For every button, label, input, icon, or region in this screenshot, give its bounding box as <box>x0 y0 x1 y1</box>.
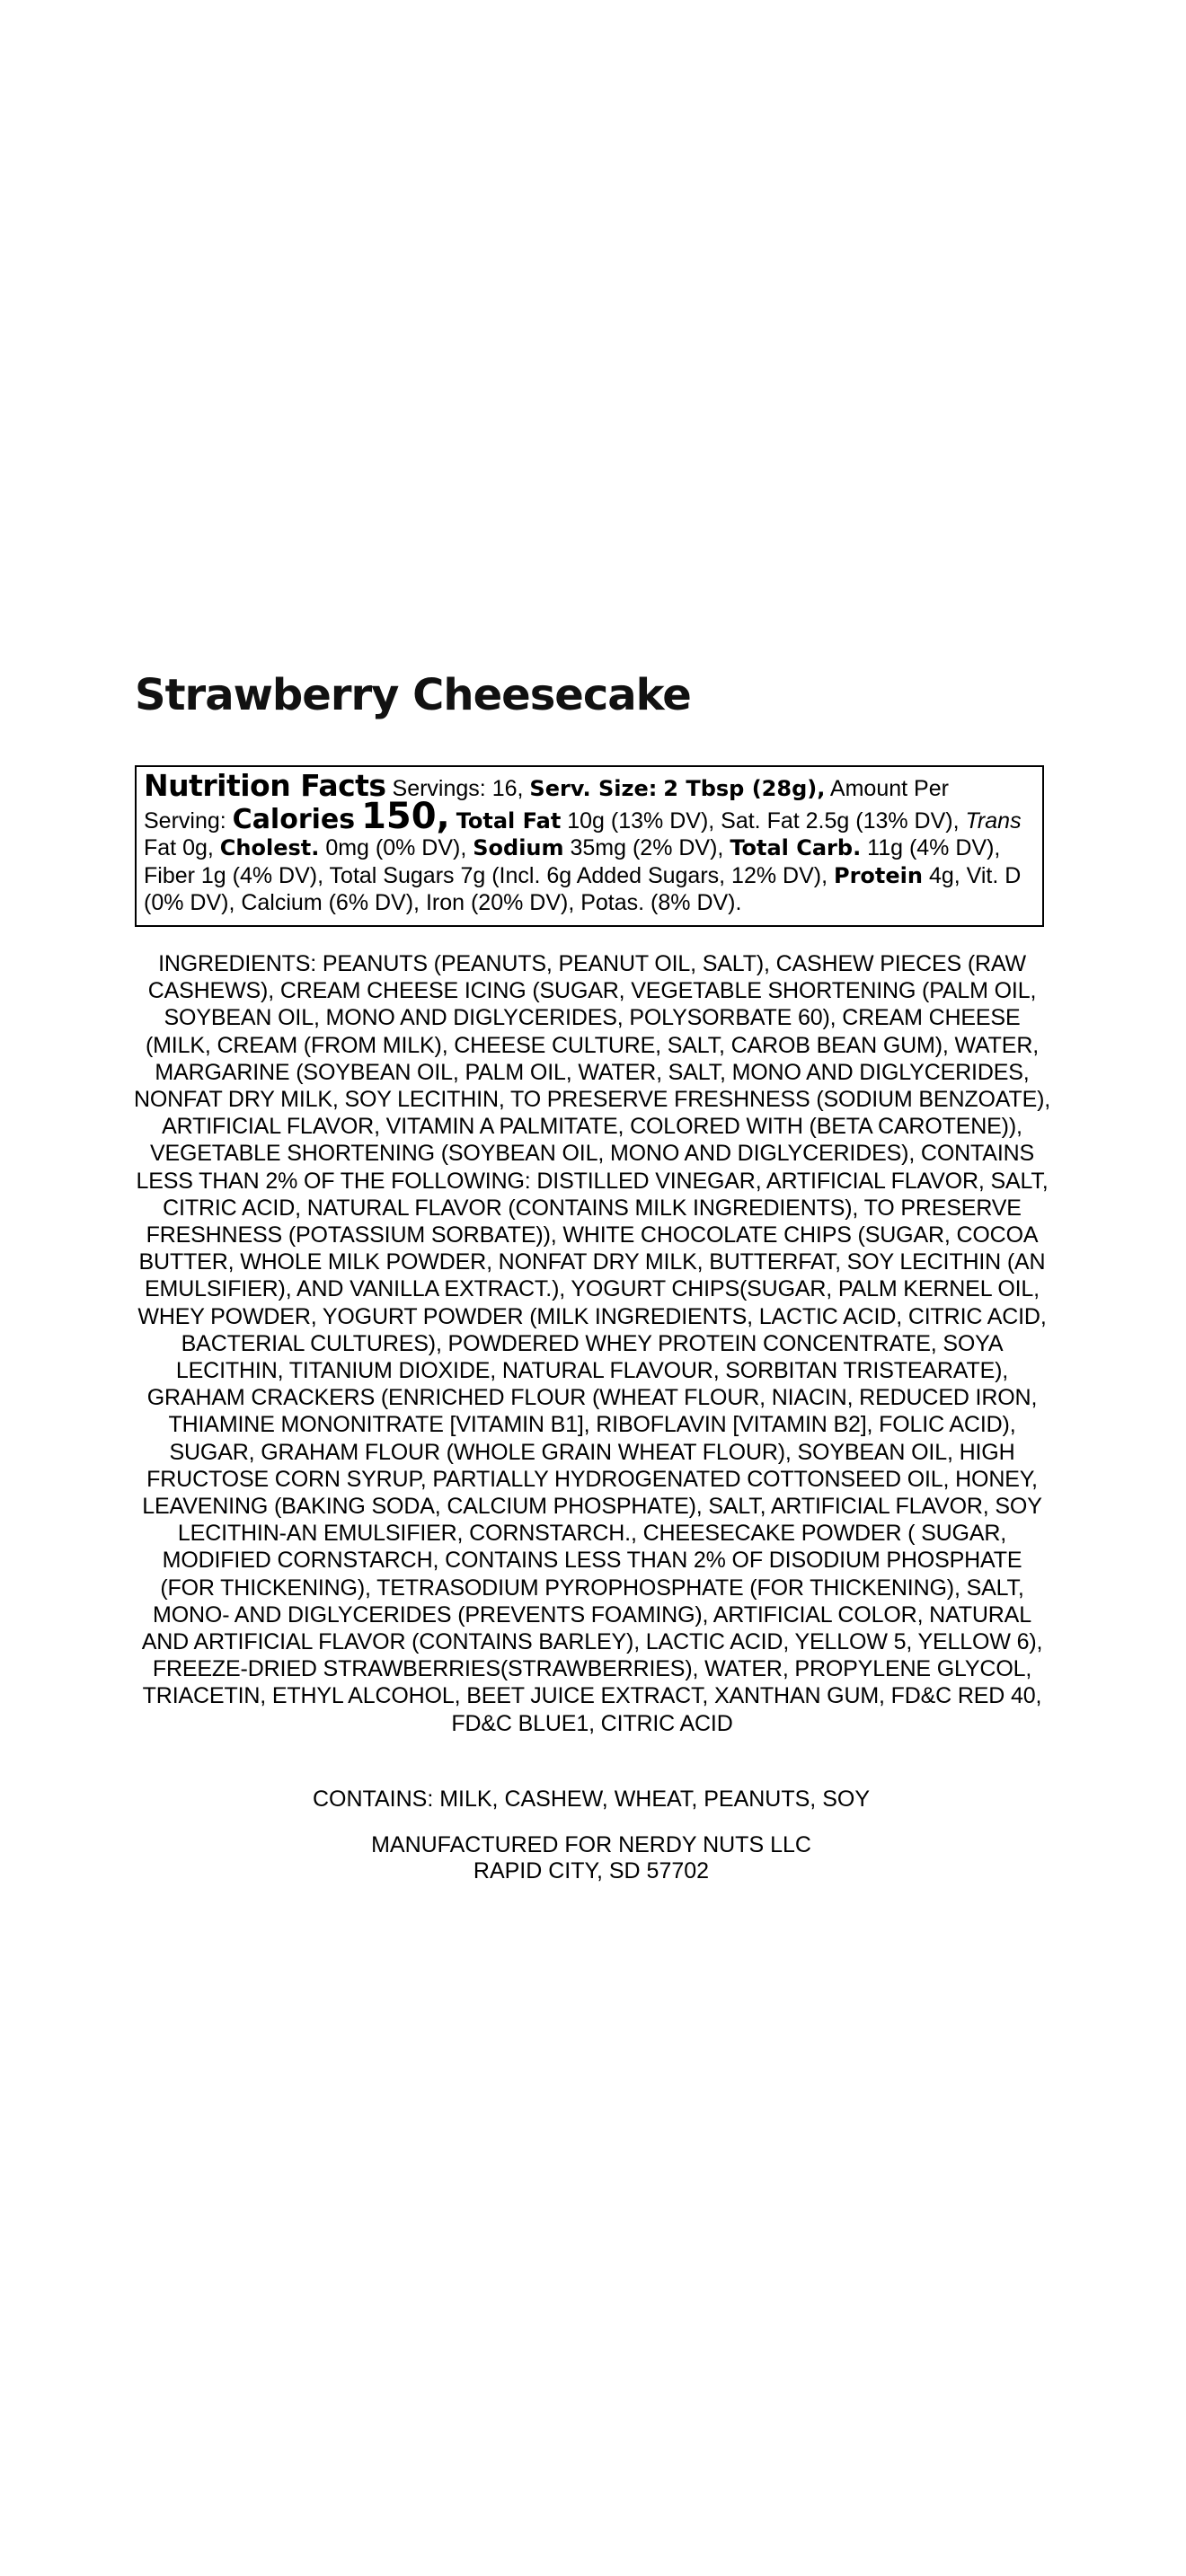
calories-value: 150, <box>361 795 450 837</box>
total-carb-value: 11g (4% DV), Fiber 1g (4% DV), Total Sugars 7g (Incl. 6g Added Sugars, 12% DV), <box>144 835 1001 888</box>
manufacturer-info <box>135 1832 1048 1884</box>
trans-fat-label: Trans <box>965 807 1022 834</box>
serving-size-value: 2 Tbsp (28g), <box>663 776 826 801</box>
manufacturer-address: RAPID CITY, SD 57702 <box>473 1858 710 1883</box>
product-title: Strawberry Cheesecake <box>135 670 691 720</box>
cholesterol-value: 0mg (0% DV), <box>325 835 467 860</box>
protein-value: 4g, Vit. D (0% DV), Calcium (6% DV), Iron (20% DV), Potas. (8% DV). <box>144 862 1022 915</box>
total-fat-value: 10g (13% DV), Sat. Fat 2.5g (13% DV), <box>567 807 960 834</box>
cholesterol-label: Cholest. <box>219 835 320 860</box>
calories-label: Calories <box>232 803 356 835</box>
ingredients-list: INGREDIENTS: PEANUTS (PEANUTS, PEANUT OIL, SALT), CASHEW PIECES (RAW CASHEWS), CREAM CHEESE ICING (SUGAR, VEGETABLE SHORTENING (PALM OIL, SOYBEAN OIL, MONO AND DIGLYCERIDES, POLYSORBATE 60), CREAM CHEESE (MILK, CREAM (FROM MILK), CHEESE CULTURE, SALT, CAROB BEAN GUM), WATER, MARGARINE (SOYBEAN OIL, PALM OIL, WATER, SALT, MONO AND DIGLYCERIDES, NONFAT DRY MILK, SOY LECITHIN, TO PRESERVE FRESHNESS (SODIUM BENZOATE), ARTIFICIAL FLAVOR, VITAMIN A PALMITATE, COLORED WITH (BETA CAROTENE)), VEGETABLE SHORTENING (SOYBEAN OIL, MONO AND DIGLYCERIDES), CONTAINS LESS THAN 2% OF THE FOLLOWING: DISTILLED VINEGAR, ARTIFICIAL FLAVOR, SALT, CITRIC ACID, NATURAL FLAVOR (CONTAINS MILK INGREDIENTS), TO PRESERVE FRESHNESS (POTASSIUM SORBATE)), WHITE CHOCOLATE CHIPS (SUGAR, COCOA BUTTER, WHOLE MILK POWDER, NONFAT DRY MILK, BUTTERFAT, SOY LECITHIN (AN EMULSIFIER), AND VANILLA EXTRACT.), YOGURT CHIPS(SUGAR, PALM KERNEL OIL, WHEY POWDER, YOGURT POWDER (MILK INGREDIENTS, LACTIC ACID, CITRIC ACID, BACTERIAL CULTURES), POWDERED WHEY PROTEIN CONCENTRATE, SOYA LECITHIN, TITANIUM DIOXIDE, NATURAL FLAVOUR, SORBITAN TRISTEARATE), GRAHAM CRACKERS (ENRICHED FLOUR (WHEAT FLOUR, NIACIN, REDUCED IRON, THIAMINE MONONITRATE [VITAMIN B1], RIBOFLAVIN [VITAMIN B2], FOLIC ACID), SUGAR, GRAHAM FLOUR (WHOLE GRAIN WHEAT FLOUR), SOYBEAN OIL, HIGH FRUCTOSE CORN SYRUP, PARTIALLY HYDROGENATED COTTONSEED OIL, HONEY, LEAVENING (BAKING SODA, CALCIUM PHOSPHATE), SALT, ARTIFICIAL FLAVOR, SOY LECITHIN-AN EMULSIFIER, CORNSTARCH., CHEESECAKE POWDER ( SUGAR, MODIFIED CORNSTARCH, CONTAINS LESS THAN 2% OF DISODIUM PHOSPHATE (FOR THICKENING), TETRASODIUM PYROPHOSPHATE (FOR THICKENING), SALT, MONO- AND DIGLYCERIDES (PREVENTS FOAMING), ARTIFICIAL COLOR, NATURAL AND ARTIFICIAL FLAVOR (CONTAINS BARLEY), LACTIC ACID, YELLOW 5, YELLOW 6), FREEZE-DRIED STRAWBERRIES(STRAWBERRIES), WATER, PROPYLENE GLYCOL, TRIACETIN, ETHYL ALCOHOL, BEET JUICE EXTRACT, XANTHAN GUM, FD&C RED 40, FD&C BLUE1, CITRIC ACID <box>133 951 1051 1736</box>
manufacturer-name: MANUFACTURED FOR NERDY NUTS LLC <box>371 1832 811 1857</box>
sodium-value: 35mg (2% DV), <box>570 835 724 860</box>
amount-per-serving-text: Amount Per Serving: <box>144 776 949 834</box>
total-fat-label: Total Fat <box>456 807 562 834</box>
servings-text: Servings: 16, <box>392 776 524 801</box>
nutrition-facts-heading: Nutrition Facts <box>144 768 386 803</box>
total-carb-label: Total Carb. <box>730 835 862 860</box>
protein-label: Protein <box>834 862 923 888</box>
allergen-statement: CONTAINS: MILK, CASHEW, WHEAT, PEANUTS, SOY <box>313 1786 870 1812</box>
nutrition-facts-panel <box>135 765 1044 927</box>
sodium-label: Sodium <box>473 835 564 860</box>
trans-fat-value: Fat 0g, <box>144 835 214 860</box>
serving-size-label: Serv. Size: <box>529 776 658 801</box>
